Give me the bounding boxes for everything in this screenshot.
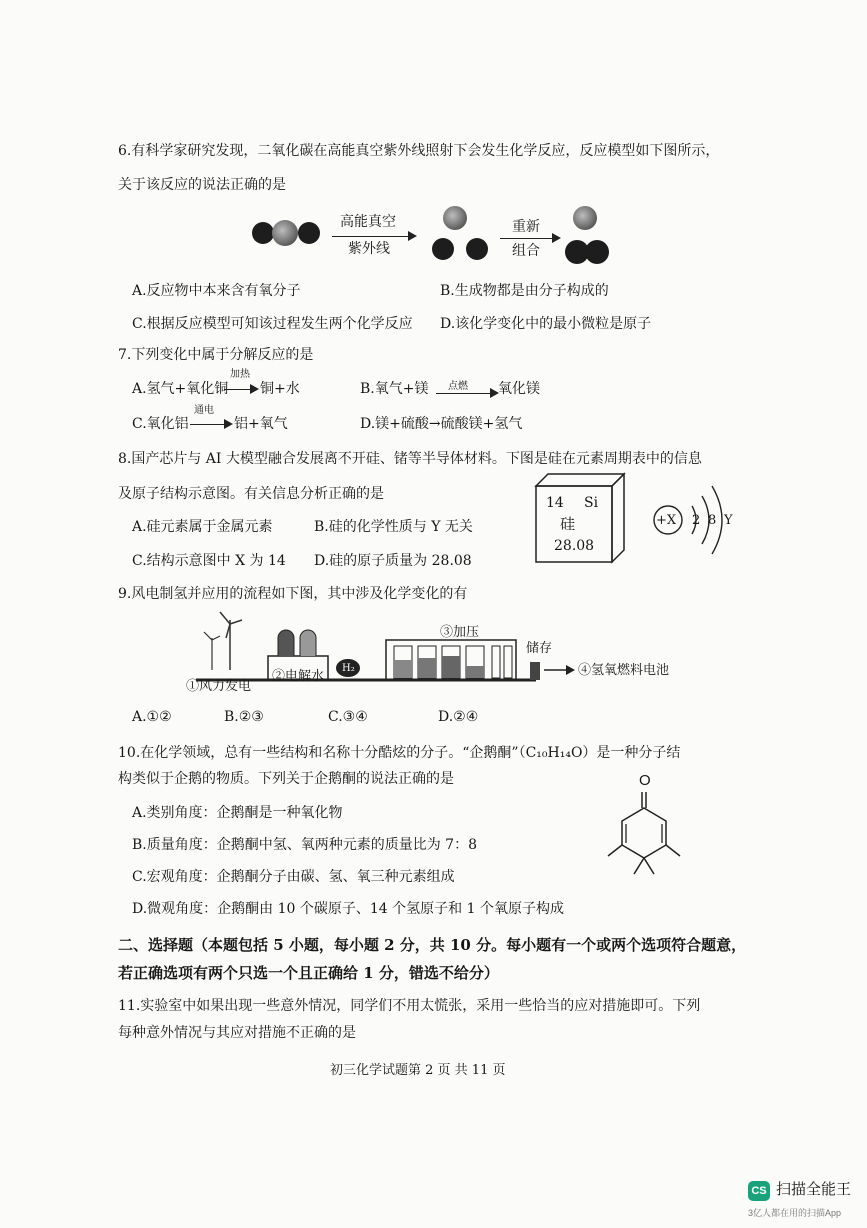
q7-option-c-condition: 通电 <box>194 405 214 416</box>
step-3-compression: ③加压 <box>440 625 480 640</box>
shell-2-electrons: 8 <box>708 513 717 528</box>
q8-option-c: C.结构示意图中 X 为 14 <box>132 553 286 569</box>
reaction-arrow <box>190 424 226 425</box>
arrow2-condition-bottom: 组合 <box>512 243 540 259</box>
q8-stem-line1: 8.国产芯片与 AI 大模型融合发展离不开硅、锗等半导体材料。下图是硅在元素周期表中的信息 <box>118 451 702 467</box>
q8-option-a: A.硅元素属于金属元素 <box>132 519 273 535</box>
atom-oxygen <box>466 238 488 260</box>
atomic-number: 14 <box>546 495 564 511</box>
q6-stem-line2: 关于该反应的说法正确的是 <box>118 177 286 193</box>
arrowhead <box>224 419 233 429</box>
atom-oxygen <box>252 222 274 244</box>
q10-option-a: A.类别角度：企鹅酮是一种氧化物 <box>132 805 343 821</box>
q6-stem-line1: 6.有科学家研究发现，二氧化碳在高能真空紫外线照射下会发生化学反应，反应模型如下图所示， <box>118 143 720 159</box>
element-symbol: Si <box>584 495 599 511</box>
arrow2-condition-top: 重新 <box>512 219 540 235</box>
atomic-mass: 28.08 <box>554 538 595 554</box>
q7-stem: 7.下列变化中属于分解反应的是 <box>118 347 314 363</box>
scanner-app-logo: CS <box>748 1181 770 1201</box>
element-name: 硅 <box>560 515 576 533</box>
q8-option-d: D.硅的原子质量为 28.08 <box>314 553 472 569</box>
q11-stem-line2: 每种意外情况与其应对措施不正确的是 <box>118 1025 356 1041</box>
arrowhead <box>552 233 561 243</box>
atom-oxygen <box>432 238 454 260</box>
q9-option-c: C.③④ <box>328 709 368 725</box>
q7-option-b-right: 氧化镁 <box>498 381 540 397</box>
q10-stem-line2: 构类似于企鹅的物质。下列关于企鹅酮的说法正确的是 <box>118 771 454 787</box>
arrowhead <box>408 231 417 241</box>
q7-option-d: D.镁+硫酸→硫酸镁+氢气 <box>360 416 523 432</box>
q10-stem-line1: 10.在化学领域，总有一些结构和名称十分酷炫的分子。“企鹅酮”（C₁₀H₁₄O）是一种分子结 <box>118 745 681 761</box>
q7-option-c-left: C.氧化铝 <box>132 416 189 432</box>
oxygen-atom-label: O <box>639 772 651 789</box>
h2-label: H₂ <box>342 663 355 674</box>
q11-stem-line1: 11.实验室中如果出现一些意外情况，同学们不用太慌张，采用一些恰当的应对措施即可。下列 <box>118 998 701 1014</box>
storage-label: 储存 <box>526 641 553 656</box>
q9-option-d: D.②④ <box>438 709 479 725</box>
q8-stem-line2: 及原子结构示意图。有关信息分析正确的是 <box>118 486 384 502</box>
skeletal-formula <box>604 788 684 878</box>
atom-oxygen <box>585 240 609 264</box>
q9-option-b: B.②③ <box>224 709 264 725</box>
q7-option-a-left: A.氢气+氧化铜 <box>132 381 229 397</box>
process-illustration <box>196 610 576 698</box>
shell-3-electrons: Y <box>724 513 733 528</box>
page-footer: 初三化学试题第 2 页 共 11 页 <box>330 1063 506 1078</box>
step-2-electrolysis: ②电解水 <box>272 669 325 684</box>
reaction-arrow <box>332 236 410 237</box>
reaction-arrow <box>436 393 492 394</box>
q10-option-d: D.微观角度：企鹅酮由 10 个碳原子、14 个氢原子和 1 个氧原子构成 <box>132 901 564 917</box>
q10-option-b: B.质量角度：企鹅酮中氢、氧两种元素的质量比为 7：8 <box>132 837 478 853</box>
arrow1-condition-bottom: 紫外线 <box>348 241 390 257</box>
q6-option-c: C.根据反应模型可知该过程发生两个化学反应 <box>132 316 413 332</box>
scanner-app-name: 扫描全能王 <box>776 1181 852 1198</box>
q8-option-b: B.硅的化学性质与 Y 无关 <box>314 519 473 535</box>
nucleus-charge: +X <box>656 513 677 528</box>
arrowhead <box>250 384 259 394</box>
q10-option-c: C.宏观角度：企鹅酮分子由碳、氢、氧三种元素组成 <box>132 869 455 885</box>
q9-option-a: A.①② <box>132 709 172 725</box>
section-2-heading-line1: 二、选择题（本题包括 5 小题，每小题 2 分，共 10 分。每小题有一个或两个选项符合题意， <box>118 936 747 954</box>
q7-option-c-right: 铝+氧气 <box>234 416 288 432</box>
shell-1-electrons: 2 <box>692 513 701 528</box>
q7-option-b-condition: 点燃 <box>448 381 468 392</box>
q6-option-a: A.反应物中本来含有氧分子 <box>132 283 301 299</box>
q7-option-a-right: 铜+水 <box>260 381 300 397</box>
step-1-wind-power: ①风力发电 <box>186 679 252 694</box>
atom-carbon <box>573 206 597 230</box>
step-4-fuel-cell: ④氢氧燃料电池 <box>578 663 670 678</box>
q6-option-b: B.生成物都是由分子构成的 <box>440 283 609 299</box>
q9-stem: 9.风电制氢并应用的流程如下图，其中涉及化学变化的有 <box>118 586 468 602</box>
reaction-arrow <box>224 389 252 390</box>
q7-option-b-left: B.氧气+镁 <box>360 381 429 397</box>
reaction-arrow <box>500 238 554 239</box>
section-2-heading-line2: 若正确选项有两个只选一个且正确给 1 分，错选不给分） <box>118 964 499 982</box>
arrow1-condition-top: 高能真空 <box>340 214 396 230</box>
atom-carbon <box>272 220 298 246</box>
scanner-app-tagline: 3亿人都在用的扫描App <box>748 1208 842 1218</box>
atom-oxygen <box>298 222 320 244</box>
q6-option-d: D.该化学变化中的最小微粒是原子 <box>440 316 652 332</box>
atom-carbon <box>443 206 467 230</box>
q7-option-a-condition: 加热 <box>230 369 250 380</box>
